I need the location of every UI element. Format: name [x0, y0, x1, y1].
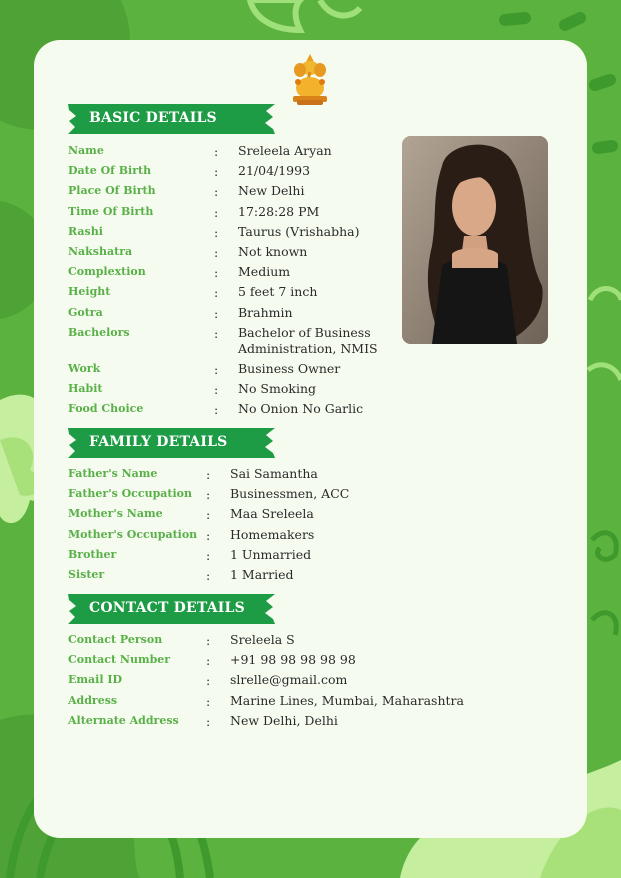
detail-label: Complextion	[68, 265, 146, 279]
ganesha-icon	[287, 52, 333, 106]
separator-colon: :	[214, 382, 219, 398]
separator-colon: :	[214, 402, 219, 418]
detail-value: Businessmen, ACC	[230, 486, 350, 502]
section-title: FAMILY DETAILS	[89, 434, 228, 450]
separator-colon: :	[214, 265, 219, 281]
detail-value: 1 Unmarried	[230, 546, 312, 562]
detail-value: New Delhi, Delhi	[230, 712, 338, 728]
detail-value: 17:28:28 PM	[238, 203, 320, 219]
section-title: CONTACT DETAILS	[89, 600, 245, 616]
detail-label: Date Of Birth	[68, 164, 152, 178]
profile-photo	[402, 136, 548, 344]
detail-label: Father's Name	[68, 467, 158, 480]
detail-label: Nakshatra	[68, 245, 133, 258]
detail-value: Marine Lines, Mumbai, Maharashtra	[230, 692, 464, 708]
detail-label: Habit	[68, 382, 103, 396]
separator-colon: :	[214, 204, 219, 220]
section-title: BASIC DETAILS	[89, 110, 217, 126]
separator-colon: :	[214, 184, 219, 200]
detail-label: Time Of Birth	[68, 204, 154, 218]
detail-label: Rashi	[68, 224, 103, 238]
separator-colon: :	[214, 362, 219, 377]
detail-label: Work	[68, 362, 101, 375]
detail-label: Contact Number	[68, 653, 171, 667]
detail-value: Not known	[238, 244, 308, 259]
separator-colon: :	[206, 527, 211, 543]
detail-label: Address	[68, 693, 118, 707]
basic-details-heading	[68, 102, 275, 136]
detail-value: 21/04/1993	[238, 163, 311, 179]
contact-details-heading	[68, 592, 275, 626]
family-details-heading	[68, 426, 275, 460]
separator-colon: :	[214, 325, 219, 341]
separator-colon: :	[206, 467, 211, 482]
separator-colon: :	[206, 507, 211, 523]
separator-colon: :	[206, 633, 211, 648]
separator-colon: :	[214, 285, 219, 301]
separator-colon: :	[206, 693, 211, 709]
separator-colon: :	[214, 245, 219, 260]
detail-value: 5 feet 7 inch	[238, 284, 318, 300]
detail-value: +91 98 98 98 98 98	[230, 652, 356, 668]
detail-value: Business Owner	[238, 361, 341, 376]
detail-value: slrelle@gmail.com	[230, 672, 348, 688]
detail-value: No Onion No Garlic	[238, 401, 364, 417]
separator-colon: :	[206, 653, 211, 669]
detail-label: Contact Person	[68, 633, 163, 646]
detail-label: Email ID	[68, 673, 123, 687]
detail-label: Father's Occupation	[68, 487, 192, 501]
separator-colon: :	[206, 487, 211, 503]
detail-value: Bachelor of Business Administration, NMIS	[238, 324, 378, 356]
detail-value: Medium	[238, 264, 291, 280]
detail-label: Mother's Occupation	[68, 527, 198, 541]
detail-label: Place Of Birth	[68, 184, 156, 198]
detail-value: Maa Sreleela	[230, 506, 314, 522]
detail-label: Brother	[68, 547, 117, 561]
detail-label: Gotra	[68, 305, 103, 319]
detail-label: Mother's Name	[68, 507, 163, 521]
detail-value: Sreleela S	[230, 632, 295, 647]
detail-value: Sreleela Aryan	[238, 143, 332, 158]
detail-value: Taurus (Vrishabha)	[238, 223, 360, 239]
detail-value: Homemakers	[230, 526, 315, 542]
detail-value: Sai Samantha	[230, 466, 318, 481]
detail-label: Alternate Address	[68, 713, 179, 727]
separator-colon: :	[206, 568, 211, 583]
separator-colon: :	[214, 164, 219, 180]
detail-value: No Smoking	[238, 381, 317, 397]
detail-label: Name	[68, 144, 104, 157]
separator-colon: :	[206, 547, 211, 563]
separator-colon: :	[214, 224, 219, 240]
detail-label: Height	[68, 285, 111, 299]
separator-colon: :	[214, 305, 219, 321]
separator-colon: :	[206, 713, 211, 729]
detail-value: New Delhi	[238, 183, 305, 199]
detail-label: Sister	[68, 568, 105, 581]
detail-label: Bachelors	[68, 325, 130, 339]
detail-value: 1 Married	[230, 567, 294, 582]
separator-colon: :	[206, 673, 211, 689]
detail-value: Brahmin	[238, 304, 293, 320]
separator-colon: :	[214, 144, 219, 159]
detail-label: Food Choice	[68, 402, 144, 416]
